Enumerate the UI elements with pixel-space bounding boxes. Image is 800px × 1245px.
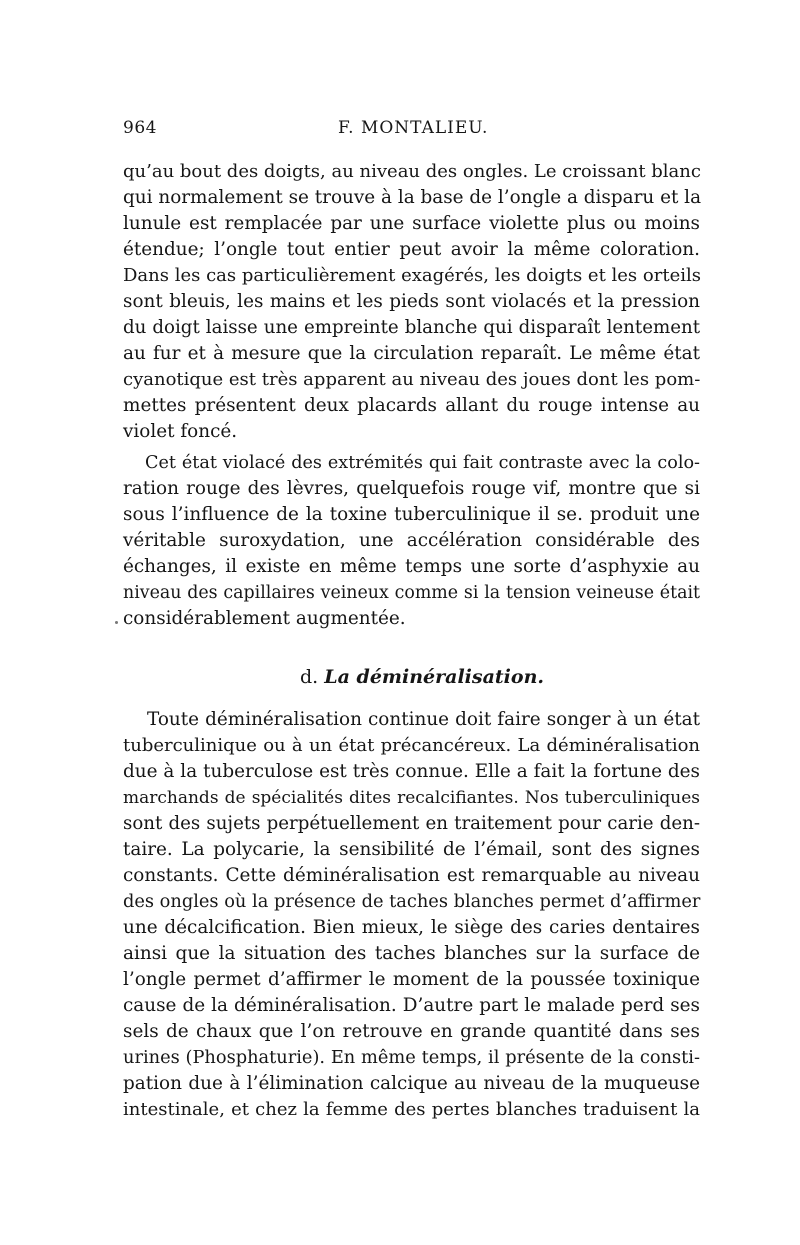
text-line: Toute déminéralisation continue doit faire songer à un état bbox=[147, 709, 700, 730]
running-title: F. MONTALIEU. bbox=[338, 118, 489, 138]
text-line: Cet état violacé des extrémités qui fait contraste avec la colo- bbox=[145, 453, 700, 473]
text-line: échanges, il existe en même temps une sorte d’asphyxie au bbox=[123, 556, 700, 577]
text-line: taire. La polycarie, la sensibilité de l’émail, sont des signes bbox=[123, 839, 700, 860]
text-line: ration rouge des lèvres, quelquefois rouge vif, montre que si bbox=[123, 478, 700, 499]
text-line: ainsi que la situation des taches blanches sur la surface de bbox=[123, 943, 700, 964]
text-line: lunule est remplacée par une surface violette plus ou moins bbox=[123, 213, 700, 234]
text-line: sont des sujets perpétuellement en traitement pour carie den- bbox=[123, 813, 700, 834]
text-line: due à la tuberculose est très connue. Elle a fait la fortune des bbox=[123, 761, 700, 782]
text-line: qu’au bout des doigts, au niveau des ongles. Le croissant blanc bbox=[123, 161, 701, 182]
text-line: des ongles où la présence de taches blanches permet d’affirmer bbox=[123, 891, 701, 912]
text-line: au fur et à mesure que la circulation reparaît. Le même état bbox=[123, 343, 700, 364]
text-line: mettes présentent deux placards allant du rouge intense au bbox=[123, 395, 700, 416]
text-line: intestinale, et chez la femme des pertes blanches traduisent la bbox=[123, 1099, 700, 1120]
text-line: véritable suroxydation, une accélération considérable des bbox=[123, 530, 700, 551]
text-line: marchands de spécialités dites recalcifiantes. Nos tuberculiniques bbox=[123, 788, 700, 808]
text-line: sels de chaux que l’on retrouve en grande quantité dans ses bbox=[123, 1021, 700, 1042]
running-head bbox=[123, 118, 700, 142]
text-line: niveau des capillaires veineux comme si la tension veineuse était bbox=[123, 583, 700, 603]
text-line: considérablement augmentée. bbox=[123, 608, 406, 629]
text-line: pation due à l’élimination calcique au niveau de la muqueuse bbox=[123, 1073, 700, 1094]
text-line: l’ongle permet d’affirmer le moment de la poussée toxinique bbox=[123, 969, 700, 990]
text-line: une décalcification. Bien mieux, le siège des caries dentaires bbox=[123, 917, 700, 938]
text-line: étendue; l’ongle tout entier peut avoir la même coloration. bbox=[123, 239, 700, 260]
section-letter: d. bbox=[300, 666, 319, 688]
text-line: sont bleuis, les mains et les pieds sont violacés et la pression bbox=[123, 291, 700, 312]
text-line: cause de la déminéralisation. D’autre part le malade perd ses bbox=[123, 995, 700, 1016]
text-line: violet foncé. bbox=[123, 421, 238, 442]
text-line: constants. Cette déminéralisation est remarquable au niveau bbox=[123, 865, 700, 886]
text-line: Dans les cas particulièrement exagérés, les doigts et les orteils bbox=[123, 265, 701, 286]
page-number: 964 bbox=[123, 118, 157, 138]
text-line: urines (Phosphaturie). En même temps, il présente de la consti- bbox=[123, 1047, 700, 1068]
text-line: tuberculinique ou à un état précancéreux. La déminéralisation bbox=[123, 735, 700, 756]
text-line: qui normalement se trouve à la base de l’ongle a disparu et la bbox=[123, 187, 702, 208]
ink-speck bbox=[115, 621, 118, 624]
section-title: La déminéralisation. bbox=[324, 666, 544, 688]
text-line: cyanotique est très apparent au niveau des joues dont les pom- bbox=[123, 369, 701, 390]
section-heading bbox=[300, 665, 544, 689]
text-line: sous l’influence de la toxine tuberculinique il se. produit une bbox=[123, 504, 700, 525]
text-line: du doigt laisse une empreinte blanche qui disparaît lentement bbox=[123, 317, 700, 338]
